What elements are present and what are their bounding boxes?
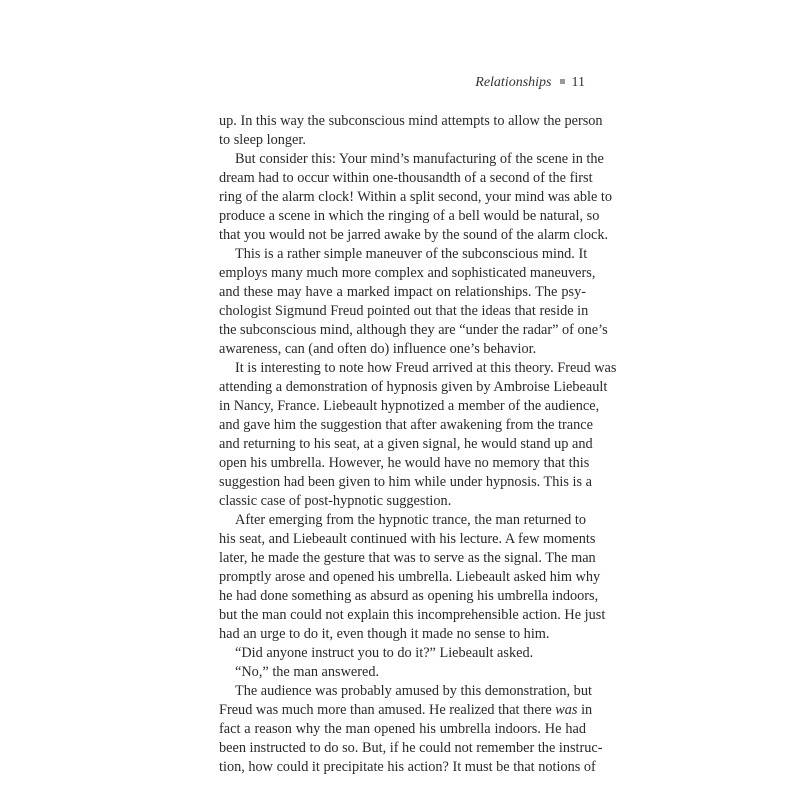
text-line-content: promptly arose and opened his umbrella. Liebeault asked him why bbox=[219, 569, 601, 585]
text-line bbox=[219, 112, 603, 131]
text-line bbox=[219, 435, 593, 454]
text-line bbox=[219, 416, 593, 435]
separator-bullet-icon bbox=[560, 79, 565, 84]
text-line-content: had an urge to do it, even though it made no sense to him. bbox=[219, 626, 550, 642]
text-line bbox=[219, 606, 606, 625]
text-line bbox=[219, 492, 586, 511]
text-line-content: This is a rather simple maneuver of the subconscious mind. It bbox=[235, 246, 588, 262]
text-line bbox=[219, 378, 608, 397]
text-line bbox=[219, 473, 593, 492]
text-line bbox=[219, 625, 586, 644]
text-line-content: produce a scene in which the ringing of a bell would be natural, so bbox=[219, 208, 600, 224]
text-line-content: later, he made the gesture that was to serve as the signal. The man bbox=[219, 550, 596, 566]
text-line-content: employs many much more complex and sophisticated maneuvers, bbox=[219, 265, 596, 281]
text-line-content: chologist Sigmund Freud pointed out that the ideas that reside in bbox=[219, 303, 589, 319]
text-line bbox=[219, 644, 586, 663]
text-line bbox=[219, 264, 596, 283]
text-line-content: that you would not be jarred awake by the sound of the alarm clock. bbox=[219, 227, 609, 243]
running-title: Relationships bbox=[475, 75, 552, 90]
text-line-content: he had done something as absurd as opening his umbrella indoors, bbox=[219, 588, 599, 604]
text-line bbox=[219, 131, 586, 150]
text-line bbox=[219, 549, 596, 568]
text-line bbox=[219, 568, 601, 587]
text-line-content: the subconscious mind, although they are “under the radar” of one’s bbox=[219, 322, 608, 338]
text-line bbox=[219, 701, 593, 720]
text-line-content: dream had to occur within one-thousandth of a second of the first bbox=[219, 170, 593, 186]
text-line-content: Freud was much more than amused. He realized that there bbox=[219, 702, 556, 718]
emphasized-word: was bbox=[555, 702, 578, 718]
text-line-content: and gave him the suggestion that after awakening from the trance bbox=[219, 417, 593, 433]
text-line-content: but the man could not explain this incomprehensible action. He just bbox=[219, 607, 606, 623]
text-line bbox=[219, 663, 586, 682]
text-line-content: ring of the alarm clock! Within a split second, your mind was able to bbox=[219, 189, 613, 205]
text-line-content: The audience was probably amused by this demonstration, but bbox=[235, 683, 592, 699]
text-line-content: classic case of post-hypnotic suggestion. bbox=[219, 493, 452, 509]
text-line bbox=[219, 454, 590, 473]
text-line bbox=[219, 321, 608, 340]
text-line-content: open his umbrella. However, he would have no memory that this bbox=[219, 455, 590, 471]
text-line bbox=[219, 587, 599, 606]
text-line bbox=[219, 720, 586, 739]
text-line bbox=[219, 397, 600, 416]
text-line-content: tion, how could it precipitate his action? It must be that notions of bbox=[219, 759, 596, 775]
text-line bbox=[219, 359, 617, 378]
text-line bbox=[219, 682, 592, 701]
text-line-content: suggestion had been given to him while under hypnosis. This is a bbox=[219, 474, 593, 490]
text-line-content: his seat, and Liebeault continued with his lecture. A few moments bbox=[219, 531, 596, 547]
text-line bbox=[219, 169, 593, 188]
text-line bbox=[219, 739, 603, 758]
text-line bbox=[219, 245, 586, 264]
text-line bbox=[219, 188, 613, 207]
text-line-content: But consider this: Your mind’s manufacturing of the scene in the bbox=[235, 151, 604, 167]
text-line bbox=[219, 283, 586, 302]
text-line-content: It is interesting to note how Freud arrived at this theory. Freud was bbox=[235, 360, 617, 376]
running-header bbox=[475, 75, 585, 91]
text-line-content: in Nancy, France. Liebeault hypnotized a member of the audience, bbox=[219, 398, 600, 414]
text-line bbox=[219, 150, 604, 169]
text-line bbox=[219, 511, 586, 530]
text-line bbox=[219, 207, 600, 226]
page-number: 11 bbox=[571, 75, 585, 90]
text-line-content: After emerging from the hypnotic trance, the man returned to bbox=[235, 512, 586, 528]
text-line-content: been instructed to do so. But, if he could not remember the instruc- bbox=[219, 740, 603, 756]
text-line-content: “Did anyone instruct you to do it?” Liebeault asked. bbox=[235, 645, 534, 661]
text-line-content: to sleep longer. bbox=[219, 132, 306, 148]
text-line-content: and returning to his seat, at a given signal, he would stand up and bbox=[219, 436, 593, 452]
text-line bbox=[219, 302, 589, 321]
text-line-content: awareness, can (and often do) influence one’s behavior. bbox=[219, 341, 537, 357]
text-line bbox=[219, 530, 596, 549]
body-text bbox=[219, 112, 617, 777]
text-line bbox=[219, 226, 609, 245]
text-line-content: “No,” the man answered. bbox=[235, 664, 380, 680]
text-line-content: fact a reason why the man opened his umbrella indoors. He had bbox=[219, 721, 586, 737]
text-line bbox=[219, 340, 586, 359]
text-line-content: up. In this way the subconscious mind attempts to allow the person bbox=[219, 113, 603, 129]
text-line-content: attending a demonstration of hypnosis given by Ambroise Liebeault bbox=[219, 379, 608, 395]
text-line bbox=[219, 758, 596, 777]
text-line-content: and these may have a marked impact on relationships. The psy- bbox=[219, 284, 586, 300]
text-line-content: in bbox=[577, 702, 593, 718]
